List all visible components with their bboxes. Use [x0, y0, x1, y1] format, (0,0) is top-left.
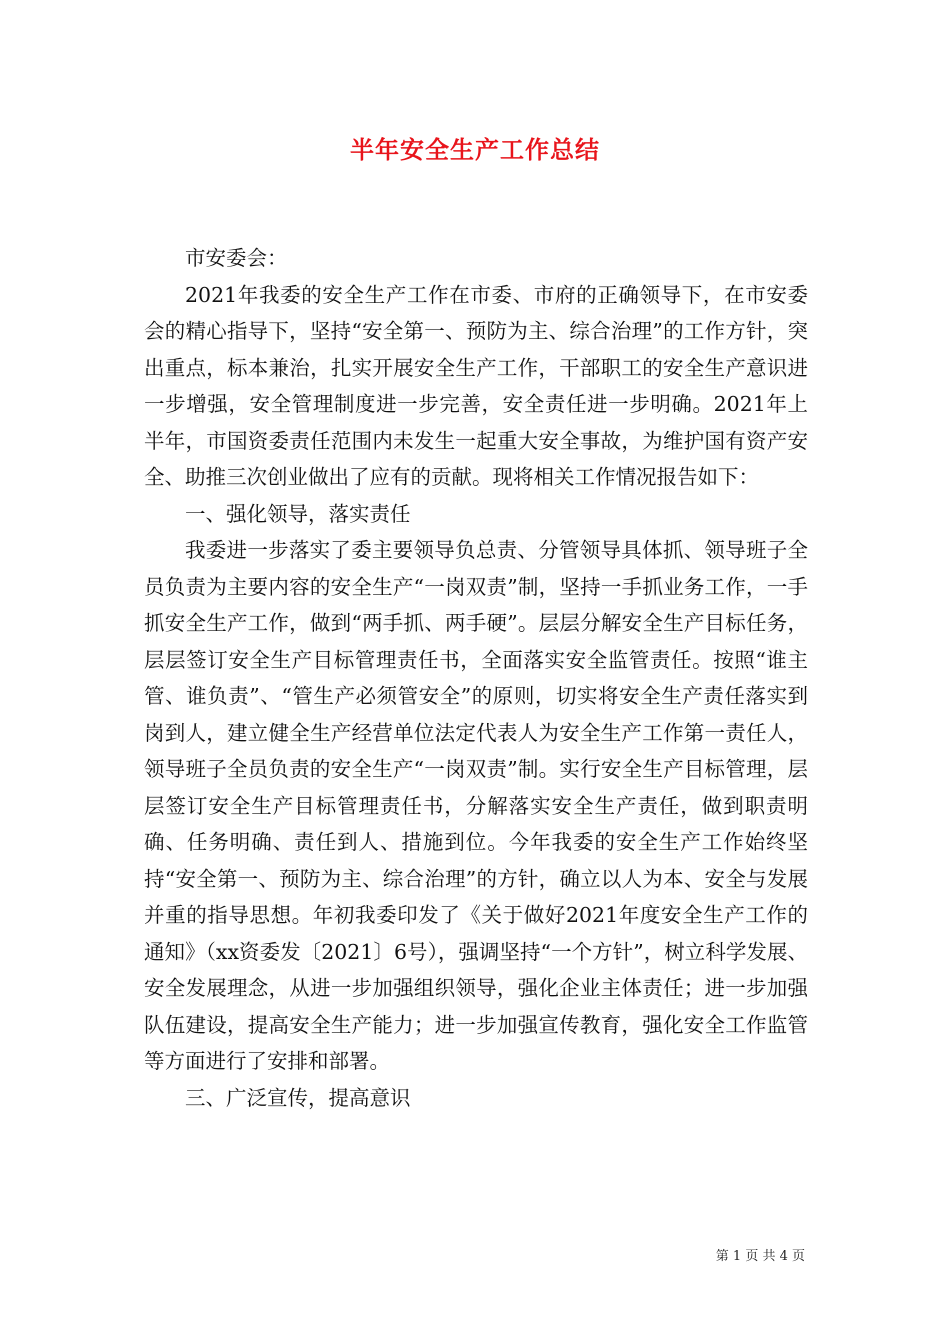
document-title: 半年安全生产工作总结	[350, 135, 600, 164]
section-heading-3: 三、广泛宣传，提高意识	[185, 1085, 411, 1110]
salutation: 市安委会：	[185, 246, 288, 270]
paragraph-intro: 2021年我委的安全生产工作在市委、市府的正确领导下，在市安委会的精心指导下，坚持“安全第一、预防为主、综合治理”的工作方针，突出重点，标本兼治，扎实开展安全生产工作，干部职工的安全生产意识进一步增强，安全管理制度进一步完善，安全责任进一步明确。2021年上半年，市国资委责任范围内未发生一起重大安全事故，为维护国有资产安全、助推三次创业做出了应有的贡献。现将相关工作情况报告如下：	[144, 282, 808, 489]
section-heading-1: 一、强化领导，落实责任	[185, 501, 411, 526]
page-number: 第 1 页 共 4 页	[715, 1249, 805, 1264]
document-body	[144, 240, 808, 1116]
paragraph-section-1: 我委进一步落实了委主要领导负总责、分管领导具体抓、领导班子全员负责为主要内容的安全生产“一岗双责”制，坚持一手抓业务工作，一手抓安全生产工作，做到“两手抓、两手硬”。层层分解安全生产目标任务，层层签订安全生产目标管理责任书，全面落实安全监管责任。按照“谁主管、谁负责”、“管生产必须管安全”的原则，切实将安全生产责任落实到岗到人，建立健全生产经营单位法定代表人为安全生产工作第一责任人，领导班子全员负责的安全生产“一岗双责”制。实行安全生产目标管理，层层签订安全生产目标管理责任书，分解落实安全生产责任，做到职责明确、任务明确、责任到人、措施到位。今年我委的安全生产工作始终坚持“安全第一、预防为主、综合治理”的方针，确立以人为本、安全与发展并重的指导思想。年初我委印发了《关于做好2021年度安全生产工作的通知》（xx资委发〔2021〕6号），强调坚持“一个方针”，树立科学发展、安全发展理念，从进一步加强组织领导，强化企业主体责任；进一步加强队伍建设，提高安全生产能力；进一步加强宣传教育，强化安全工作监管等方面进行了安排和部署。	[144, 538, 808, 1073]
